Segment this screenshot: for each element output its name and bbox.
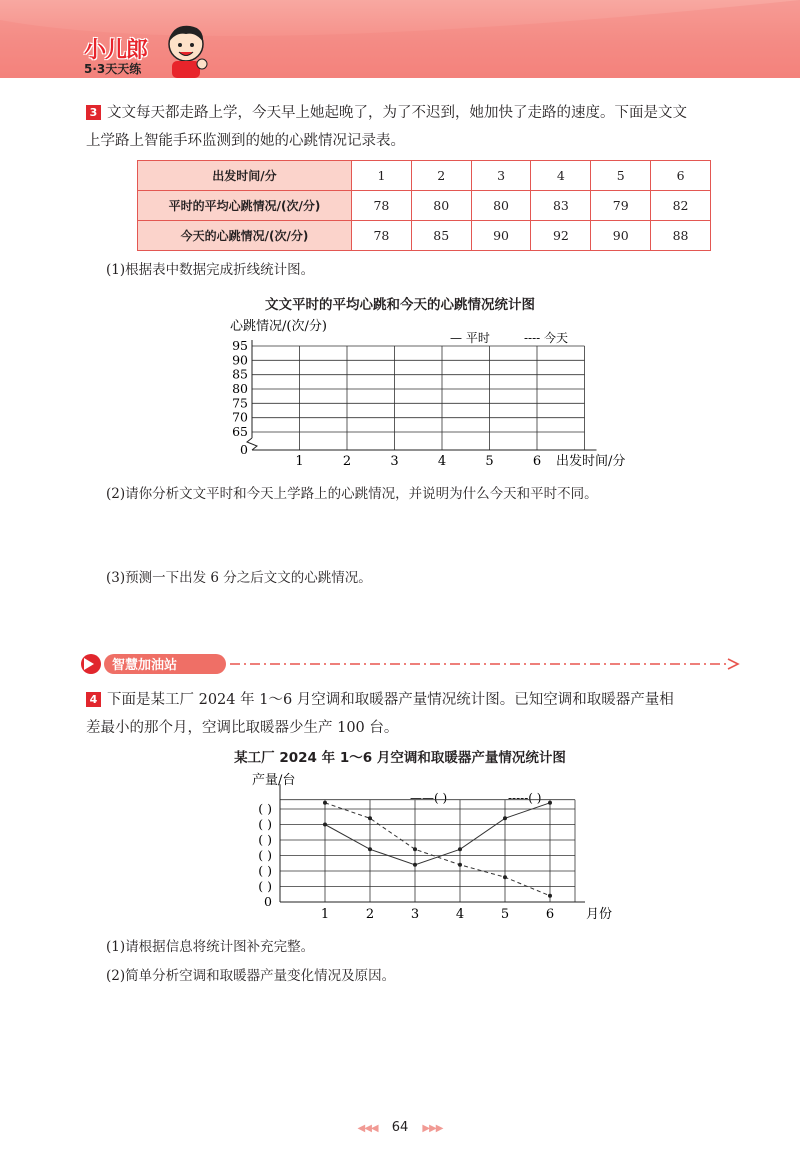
heart-rate-table [137, 160, 711, 251]
chart2-y-tick: ( ) [258, 832, 272, 847]
row-header-minutes: 出发时间/分 [138, 161, 352, 191]
chart1-x-tick: 4 [437, 454, 447, 469]
q4-sub2: (2)简单分析空调和取暖器产量变化情况及原因。 [106, 968, 396, 984]
chart1-x-tick: 6 [532, 454, 542, 469]
row-header-usual: 平时的平均心跳情况/(次/分) [138, 191, 352, 221]
table-cell: 2 [411, 161, 471, 191]
chart2-y-tick: ( ) [258, 801, 272, 816]
table-cell: 1 [352, 161, 412, 191]
chart1-x-tick: 5 [485, 454, 494, 469]
chart1-y-tick: 95 [232, 338, 248, 353]
chart2-series-line-dashed [325, 803, 550, 896]
chart1-y-tick: 85 [232, 366, 248, 382]
chart1-y-tick: 0 [240, 442, 248, 457]
table-cell: 80 [471, 191, 531, 221]
table-cell: 85 [411, 221, 471, 251]
q3-sub1: (1)根据表中数据完成折线统计图。 [106, 262, 315, 278]
q4-stem [86, 686, 746, 742]
chart1-y-tick: 90 [232, 352, 248, 368]
chart2-data-point-solid [548, 801, 552, 805]
chart1-y-tick: 70 [232, 409, 248, 425]
chart1-axis-break [247, 438, 257, 450]
table-cell: 5 [591, 161, 651, 191]
page-footer [0, 1120, 800, 1135]
page-number: 64 [391, 1120, 409, 1135]
mascot-boy-icon [160, 22, 212, 78]
table-cell: 79 [591, 191, 651, 221]
chart2-x-tick: 4 [455, 907, 465, 922]
table-row [138, 191, 711, 221]
chart1-y-tick: 65 [232, 424, 248, 439]
chart2-data-point-dashed [413, 847, 417, 851]
chart2-ylabel: 产量/台 [252, 773, 296, 788]
table-cell: 78 [352, 191, 412, 221]
chart1-y-tick: 75 [232, 395, 248, 411]
q4-text-line1: 下面是某工厂 2024 年 1～6 月空调和取暖器产量情况统计图。已知空调和取暖器产量相 [107, 692, 674, 708]
chart1-x-tick: 1 [295, 454, 304, 469]
q3-sub3: (3)预测一下出发 6 分之后文文的心跳情况。 [106, 570, 372, 586]
q3-sub2: (2)请你分析文文平时和今天上学路上的心跳情况，并说明为什么今天和平时不同。 [106, 486, 598, 502]
table-cell: 6 [651, 161, 711, 191]
brand-logo: 小儿郎 [84, 38, 148, 63]
prev-arrows-icon: ◀◀◀ [357, 1123, 378, 1134]
chart2-data-point-solid [368, 847, 372, 851]
chart2-data-point-dashed [503, 875, 507, 879]
chart1-xlabel: 出发时间/分 [556, 454, 626, 469]
chart2-title: 某工厂 2024 年 1～6 月空调和取暖器产量情况统计图 [234, 750, 566, 766]
chart2-y-tick: ( ) [258, 878, 272, 894]
heart-rate-line-chart [0, 310, 800, 490]
chart2-legend-dashed: -----( ) [508, 791, 542, 805]
chart1-x-tick: 3 [390, 454, 399, 469]
chart2-x-tick: 1 [320, 907, 330, 922]
table-cell: 90 [591, 221, 651, 251]
q4-text-line2: 差最小的那个月，空调比取暖器少生产 100 台。 [86, 720, 399, 736]
q4-number-badge: 4 [86, 692, 101, 707]
table-cell: 3 [471, 161, 531, 191]
chart2-x-tick: 3 [410, 907, 420, 922]
table-row [138, 161, 711, 191]
chart2-y-tick: 0 [264, 894, 272, 909]
table-cell: 83 [531, 191, 591, 221]
chart2-data-point-dashed [323, 801, 327, 805]
table-row [138, 221, 711, 251]
q3-stem [86, 99, 746, 155]
row-header-today: 今天的心跳情况/(次/分) [138, 221, 352, 251]
table-cell: 80 [411, 191, 471, 221]
chart1-x-tick: 2 [342, 454, 352, 469]
table-cell: 82 [651, 191, 711, 221]
chart1-y-tick: 80 [232, 381, 248, 396]
chart1-title: 文文平时的平均心跳和今天的心跳情况统计图 [265, 297, 535, 313]
table-cell: 88 [651, 221, 711, 251]
chart2-data-point-solid [413, 863, 417, 867]
chart2-data-point-solid [323, 823, 327, 827]
chart1-legend-usual: — 平时 [450, 331, 490, 345]
chart2-x-tick: 5 [500, 907, 510, 922]
chart2-x-tick: 6 [545, 907, 555, 922]
chart2-xlabel: 月份 [586, 907, 613, 922]
q4-sub1: (1)请根据信息将统计图补充完整。 [106, 939, 315, 955]
chart2-data-point-solid [503, 816, 507, 820]
chart2-y-tick: ( ) [258, 816, 272, 832]
chart2-data-point-dashed [548, 894, 552, 898]
chart1-legend-today: ---- 今天 [524, 331, 569, 345]
table-cell: 4 [531, 161, 591, 191]
chart1-ylabel: 心跳情况/(次/分) [230, 319, 327, 334]
next-arrows-icon: ▶▶▶ [422, 1123, 443, 1134]
section-banner [80, 652, 740, 676]
q3-text-line1: 文文每天都走路上学，今天早上她起晚了，为了不迟到，她加快了走路的速度。下面是文文 [107, 105, 687, 121]
section-title: 智慧加油站 [112, 658, 178, 673]
production-line-chart [0, 768, 800, 928]
q3-text-line2: 上学路上智能手环监测到的她的心跳情况记录表。 [86, 133, 405, 149]
chart2-y-tick: ( ) [258, 847, 272, 863]
chart2-legend-solid: ——( ) [410, 791, 448, 805]
table-cell: 92 [531, 221, 591, 251]
chart2-data-point-dashed [368, 816, 372, 820]
chart2-data-point-dashed [458, 863, 462, 867]
chart2-data-point-solid [458, 847, 462, 851]
q3-number-badge: 3 [86, 105, 101, 120]
table-cell: 78 [352, 221, 412, 251]
chart2-y-tick: ( ) [258, 863, 272, 878]
table-cell: 90 [471, 221, 531, 251]
chart2-x-tick: 2 [365, 907, 375, 922]
series-name: 5·3天天练 [84, 62, 142, 76]
